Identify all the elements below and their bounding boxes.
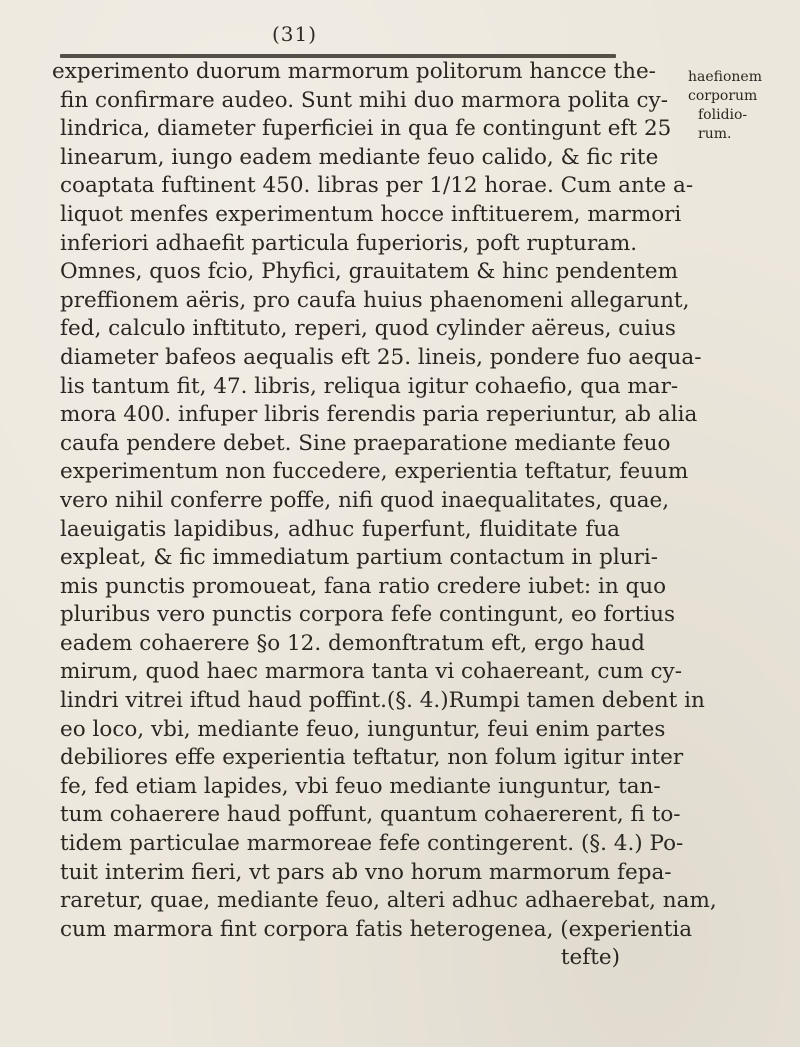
text-line: vero nihil conferre poffe, nifi quod inaequalitates, quae, (60, 487, 670, 513)
text-line: experimento duorum marmorum politorum hancce the- (52, 59, 656, 84)
margin-note-line: corporum (688, 88, 758, 104)
margin-note-line: rum. (698, 126, 732, 142)
text-line: eo loco, vbi, mediante feuo, iunguntur, feui enim partes (60, 716, 666, 742)
text-line: fin confirmare audeo. Sunt mihi duo marmora polita cy- (60, 87, 668, 113)
text-line: experimentum non fuccedere, experientia teftatur, feuum (60, 459, 689, 485)
text-line: fed, calculo inftituto, reperi, quod cylinder aëreus, cuius (60, 316, 676, 342)
margin-note-line: haefionem (688, 69, 762, 85)
text-line: pluribus vero punctis corpora fefe contingunt, eo fortius (60, 602, 676, 628)
text-line: diameter bafeos aequalis eft 25. lineis, pondere fuo aequa- (60, 344, 702, 370)
text-line: mirum, quod haec marmora tanta vi cohaereant, cum cy- (60, 659, 682, 685)
text-line: lis tantum fit, 47. libris, reliqua igitur cohaefio, qua mar- (60, 373, 679, 399)
text-line: lindri vitrei iftud haud poffint.(§. 4.)Rumpi tamen debent in (60, 688, 705, 714)
margin-note-line: folidio- (698, 107, 748, 123)
text-line: lindrica, diameter fuperficiei in qua fe contingunt eft 25 (60, 116, 672, 142)
text-line: raretur, quae, mediante feuo, alteri adhuc adhaerebat, nam, (60, 888, 717, 914)
catchword-line: tefte) (560, 945, 620, 971)
text-line: mora 400. infuper libris ferendis paria reperiuntur, ab alia (60, 402, 698, 428)
page-header (60, 6, 620, 46)
text-line: preffionem aëris, pro caufa huius phaenomeni allegarunt, (60, 287, 690, 313)
text-line: mis punctis promoueat, fana ratio credere iubet: in quo (60, 573, 667, 599)
margin-note (688, 68, 798, 144)
text-line: cum marmora fint corpora fatis heterogenea, (experientia (60, 916, 693, 942)
body-text (52, 58, 717, 973)
text-line: fe, fed etiam lapides, vbi feuo mediante iunguntur, tan- (60, 773, 661, 799)
text-line: caufa pendere debet. Sine praeparatione mediante feuo (60, 430, 671, 456)
text-line: expleat, & fic immediatum partium contactum in pluri- (60, 545, 659, 571)
text-line: liquot menfes experimentum hocce inftituerem, marmori (60, 201, 682, 227)
text-line: eadem cohaerere §o 12. demonftratum eft, ergo haud (60, 630, 645, 656)
text-line: coaptata fuftinent 450. libras per 1/12 horae. Cum ante a- (60, 173, 694, 199)
text-line: debiliores effe experientia teftatur, non folum igitur inter (60, 745, 684, 771)
text-line: tidem particulae marmoreae fefe contingerent. (§. 4.) Po- (60, 831, 684, 857)
text-line: laeuigatis lapidibus, adhuc fuperfunt, fluiditate fua (60, 516, 620, 542)
page-number: (31) (272, 22, 318, 46)
text-line: Omnes, quos fcio, Phyfici, grauitatem & hinc pendentem (60, 259, 679, 285)
text-line: tuit interim fieri, vt pars ab vno horum marmorum fepa- (60, 859, 672, 885)
text-line: inferiori adhaefit particula fuperioris, poft rupturam. (60, 230, 638, 256)
text-line: tum cohaerere haud poffunt, quantum cohaererent, fi to- (60, 802, 681, 828)
text-line: linearum, iungo eadem mediante feuo calido, & fic rite (60, 144, 659, 170)
